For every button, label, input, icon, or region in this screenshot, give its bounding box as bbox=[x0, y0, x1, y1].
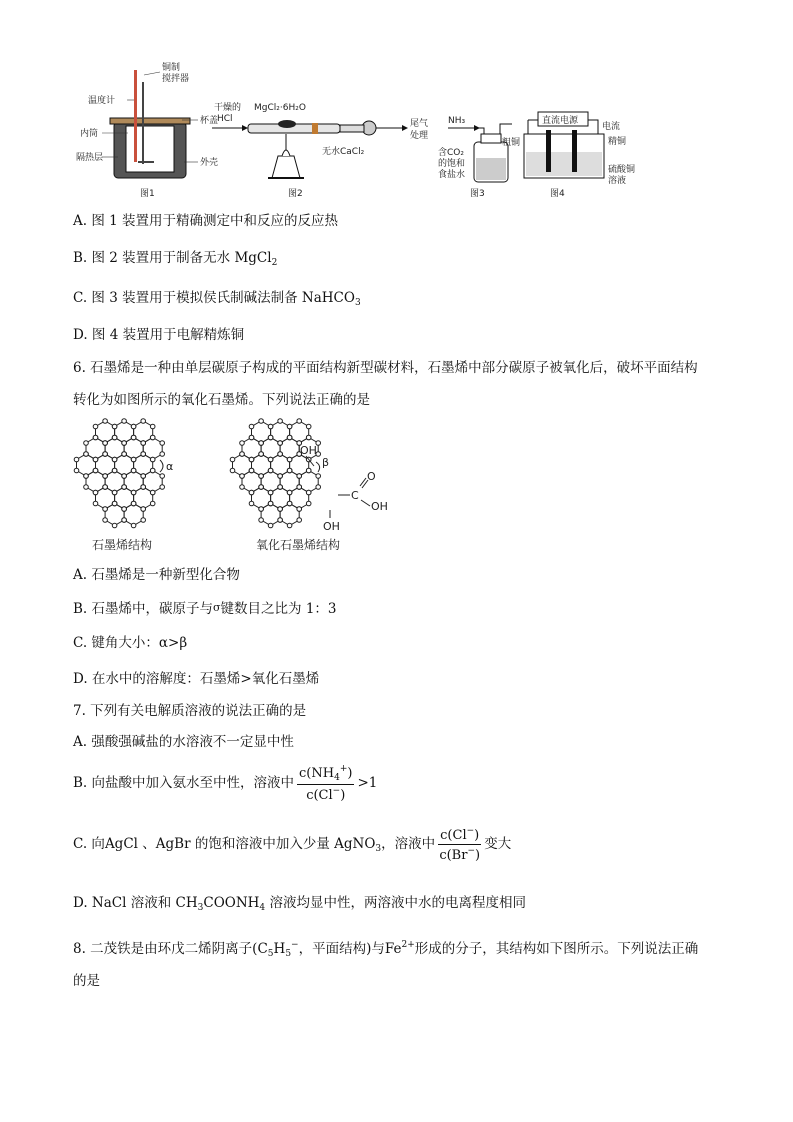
q5-option-b: B. 图 2 装置用于制备无水 MgCl$_2$ bbox=[73, 250, 278, 268]
carbon-atom bbox=[93, 490, 98, 495]
carbon-atom bbox=[287, 523, 292, 528]
carbon-atom bbox=[240, 441, 245, 446]
carbon-atom bbox=[306, 468, 311, 473]
carbon-atom bbox=[230, 457, 235, 462]
fig2-dehydration bbox=[212, 101, 428, 199]
fig4-label-current: 电流 bbox=[602, 122, 621, 132]
carbon-atom bbox=[259, 419, 264, 424]
carbon-atom bbox=[74, 468, 79, 473]
fig2-label-exhaust-1: 尾气 bbox=[410, 119, 429, 129]
carbon-atom bbox=[103, 518, 108, 523]
fig1-calorimeter bbox=[76, 61, 218, 199]
fig2-label-hcl-1: 干燥的 bbox=[214, 103, 242, 113]
hexagon-ring bbox=[105, 504, 124, 526]
carbon-atom bbox=[268, 501, 273, 506]
oxide-c-atom: C bbox=[351, 489, 359, 502]
carbon-atom bbox=[141, 441, 146, 446]
carbon-atom bbox=[131, 501, 136, 506]
carbon-atom bbox=[249, 435, 254, 440]
fig3-wash-bottle bbox=[438, 116, 512, 199]
carbon-atom bbox=[160, 441, 165, 446]
carbon-atom bbox=[249, 457, 254, 462]
carbon-atom bbox=[93, 457, 98, 462]
carbon-atom bbox=[278, 452, 283, 457]
carbon-atom bbox=[84, 485, 89, 490]
apparatus-figures bbox=[72, 60, 636, 202]
hexagon-ring bbox=[261, 504, 280, 526]
carbon-atom bbox=[297, 485, 302, 490]
carbon-atom bbox=[259, 441, 264, 446]
carbon-atom bbox=[112, 424, 117, 429]
fig4-label-pure: 精铜 bbox=[608, 137, 627, 147]
carbon-atom bbox=[306, 490, 311, 495]
carbon-atom bbox=[316, 474, 321, 479]
carbon-atom bbox=[287, 490, 292, 495]
fig2-label-cacl2: 无水CaCl₂ bbox=[322, 147, 365, 157]
fig1-label-shell: 外壳 bbox=[200, 158, 219, 168]
carbon-atom bbox=[287, 501, 292, 506]
oxide-o-atom: O bbox=[367, 470, 376, 483]
carbon-atom bbox=[103, 474, 108, 479]
carbon-atom bbox=[240, 452, 245, 457]
carbon-atom bbox=[259, 518, 264, 523]
carbon-atom bbox=[103, 452, 108, 457]
carbon-atom bbox=[112, 468, 117, 473]
carbon-atom bbox=[297, 419, 302, 424]
carbon-atom bbox=[122, 441, 127, 446]
carbon-atom bbox=[278, 507, 283, 512]
carbon-atom bbox=[131, 424, 136, 429]
carbon-atom bbox=[268, 490, 273, 495]
carbon-atom bbox=[131, 490, 136, 495]
carbon-atom bbox=[112, 501, 117, 506]
carbon-atom bbox=[141, 452, 146, 457]
carbon-atom bbox=[141, 474, 146, 479]
carbon-atom bbox=[150, 501, 155, 506]
q7-option-a: A. 强酸强碱盐的水溶液不一定显中性 bbox=[73, 734, 294, 750]
fig3-label-co2-1: 含CO₂ bbox=[438, 148, 464, 158]
q6-option-a: A. 石墨烯是一种新型化合物 bbox=[73, 567, 240, 583]
oxide-oh-top: OH bbox=[300, 444, 317, 457]
carbon-atom bbox=[93, 424, 98, 429]
q6-option-b: B. 石墨烯中，碳原子与σ键数目之比为 1：3 bbox=[73, 601, 337, 617]
fig3-label-co2-3: 食盐水 bbox=[438, 170, 466, 180]
carbon-atom bbox=[249, 468, 254, 473]
fig3-caption: 图3 bbox=[470, 189, 485, 199]
q7-option-d: D. NaCl 溶液和 $CH_3COONH_4$ 溶液均显中性，两溶液中水的电离程度相同 bbox=[73, 895, 526, 913]
fig2-label-hcl-2: HCl bbox=[217, 114, 233, 124]
carbon-atom bbox=[306, 424, 311, 429]
fig1-label-inner: 内筒 bbox=[80, 129, 99, 139]
carbon-atom bbox=[240, 485, 245, 490]
fig4-label-power: 直流电源 bbox=[542, 116, 579, 126]
oxide-angle-beta: β bbox=[322, 456, 330, 469]
carbon-atom bbox=[141, 485, 146, 490]
fig4-label-sol-2: 溶液 bbox=[608, 176, 627, 186]
q7-stem: 7. 下列有关电解质溶液的说法正确的是 bbox=[73, 703, 307, 719]
graphene-caption: 石墨烯结构 bbox=[92, 538, 153, 552]
fig2-label-salt: MgCl₂·6H₂O bbox=[254, 103, 306, 113]
carbon-atom bbox=[103, 485, 108, 490]
carbon-atom bbox=[122, 474, 127, 479]
carbon-atom bbox=[131, 457, 136, 462]
carbon-atom bbox=[160, 452, 165, 457]
carbon-atom bbox=[93, 435, 98, 440]
carbon-atom bbox=[160, 485, 165, 490]
fig3-label-co2-2: 的饱和 bbox=[438, 159, 466, 169]
graphene-diagrams bbox=[68, 418, 408, 558]
carbon-atom bbox=[112, 457, 117, 462]
fig2-caption: 图2 bbox=[288, 189, 303, 199]
carbon-atom bbox=[84, 441, 89, 446]
carbon-atom bbox=[131, 468, 136, 473]
carbon-atom bbox=[150, 490, 155, 495]
fig2-label-exhaust-2: 处理 bbox=[410, 131, 429, 141]
carbon-atom bbox=[84, 474, 89, 479]
graphene-oxide-structure bbox=[230, 419, 320, 528]
q7-option-b: B. 向盐酸中加入氨水至中性，溶液中 $\frac{c(NH_4^+)}{c(Cl^-)}$ >1 bbox=[73, 764, 378, 803]
carbon-atom bbox=[150, 435, 155, 440]
q8-stem-line2: 的是 bbox=[73, 973, 100, 989]
carbon-atom bbox=[278, 441, 283, 446]
carbon-atom bbox=[93, 501, 98, 506]
carbon-atom bbox=[141, 419, 146, 424]
carbon-atom bbox=[287, 424, 292, 429]
carbon-atom bbox=[230, 468, 235, 473]
graphene-structure bbox=[74, 419, 164, 528]
carbon-atom bbox=[141, 518, 146, 523]
graphene-angle-alpha: α bbox=[166, 460, 174, 473]
carbon-atom bbox=[287, 468, 292, 473]
carbon-atom bbox=[240, 474, 245, 479]
carbon-atom bbox=[249, 490, 254, 495]
hexagon-ring bbox=[280, 504, 299, 526]
carbon-atom bbox=[103, 419, 108, 424]
q6-option-d: D. 在水中的溶解度：石墨烯>氧化石墨烯 bbox=[73, 671, 320, 687]
carbon-atom bbox=[131, 523, 136, 528]
carbon-atom bbox=[259, 507, 264, 512]
fig4-label-sol-1: 硫酸铜 bbox=[608, 165, 636, 175]
oxide-oh-bottom: OH bbox=[323, 520, 340, 533]
carbon-atom bbox=[259, 474, 264, 479]
carbon-atom bbox=[160, 474, 165, 479]
q6-stem-line1: 6. 石墨烯是一种由单层碳原子构成的平面结构新型碳材料，石墨烯中部分碳原子被氧化后，破坏平面结构 bbox=[73, 360, 698, 376]
q6-option-c: C. 键角大小：α>β bbox=[73, 635, 188, 651]
fig1-label-stirrer-2: 搅拌器 bbox=[162, 74, 190, 84]
carbon-atom bbox=[150, 468, 155, 473]
hexagon-ring bbox=[124, 504, 143, 526]
carbon-atom bbox=[103, 507, 108, 512]
carbon-atom bbox=[122, 518, 127, 523]
carbon-atom bbox=[268, 457, 273, 462]
carbon-atom bbox=[278, 474, 283, 479]
fig1-label-thermometer: 温度计 bbox=[88, 96, 116, 106]
carbon-atom bbox=[249, 501, 254, 506]
fig1-label-lid: 杯盖 bbox=[200, 116, 219, 126]
fig4-electrolysis bbox=[502, 112, 635, 199]
carbon-atom bbox=[259, 485, 264, 490]
carbon-atom bbox=[268, 435, 273, 440]
carbon-atom bbox=[112, 490, 117, 495]
carbon-atom bbox=[112, 435, 117, 440]
carbon-atom bbox=[74, 457, 79, 462]
carbon-atom bbox=[122, 419, 127, 424]
carbon-atom bbox=[297, 518, 302, 523]
carbon-atom bbox=[278, 419, 283, 424]
carbon-atom bbox=[122, 452, 127, 457]
carbon-atom bbox=[306, 501, 311, 506]
carbon-atom bbox=[287, 457, 292, 462]
carbon-atom bbox=[150, 457, 155, 462]
carbon-atom bbox=[268, 424, 273, 429]
carbon-atom bbox=[93, 468, 98, 473]
carbon-atom bbox=[84, 452, 89, 457]
fig1-label-insulation: 隔热层 bbox=[76, 153, 104, 163]
q7-b-fraction: $\frac{c(NH_4^+)}{c(Cl^-)}$ bbox=[299, 764, 353, 803]
carbon-atom bbox=[103, 441, 108, 446]
q7-c-fraction: $\frac{c(Cl^-)}{c(Br^-)}$ bbox=[439, 826, 481, 863]
carbon-atom bbox=[316, 485, 321, 490]
carbon-atom bbox=[249, 424, 254, 429]
q5-option-c: C. 图 3 装置用于模拟侯氏制碱法制备 NaHCO$_3$ bbox=[73, 290, 361, 308]
carbon-atom bbox=[287, 435, 292, 440]
carbon-atom bbox=[112, 523, 117, 528]
fig4-caption: 图4 bbox=[550, 189, 565, 199]
carbon-atom bbox=[150, 424, 155, 429]
carbon-atom bbox=[297, 507, 302, 512]
q5-option-a: A. 图 1 装置用于精确测定中和反应的反应热 bbox=[73, 213, 339, 229]
q5-option-d: D. 图 4 装置用于电解精炼铜 bbox=[73, 327, 245, 343]
fig4-label-crude: 粗铜 bbox=[502, 138, 521, 148]
carbon-atom bbox=[297, 474, 302, 479]
carbon-atom bbox=[268, 468, 273, 473]
q7-option-c: C. 向AgCl 、AgBr 的饱和溶液中加入少量 AgNO$_3$，溶液中 $\frac{c(Cl^-)}{c(Br^-)}$ 变大 bbox=[73, 826, 512, 863]
q6-stem-line2: 转化为如图所示的氧化石墨烯。下列说法正确的是 bbox=[73, 392, 370, 408]
carbon-atom bbox=[306, 435, 311, 440]
carbon-atom bbox=[278, 518, 283, 523]
carbon-atom bbox=[122, 485, 127, 490]
oxide-oh-acid: OH bbox=[371, 500, 388, 513]
carbon-atom bbox=[278, 485, 283, 490]
carbon-atom bbox=[259, 452, 264, 457]
carbon-atom bbox=[122, 507, 127, 512]
fig1-label-stirrer-1: 铜制 bbox=[162, 63, 181, 73]
q8-stem-line1: 8. 二茂铁是由环戊二烯阴离子($C_5H_5^-$，平面结构)与$Fe^{2+}$形成的分子，其结构如下图所示。下列说法正确 bbox=[73, 940, 699, 959]
carbon-atom bbox=[268, 523, 273, 528]
fig3-label-nh3: NH₃ bbox=[448, 116, 466, 126]
carbon-atom bbox=[131, 435, 136, 440]
carbon-atom bbox=[141, 507, 146, 512]
fig1-caption: 图1 bbox=[140, 189, 155, 199]
oxide-caption: 氧化石墨烯结构 bbox=[256, 538, 341, 552]
